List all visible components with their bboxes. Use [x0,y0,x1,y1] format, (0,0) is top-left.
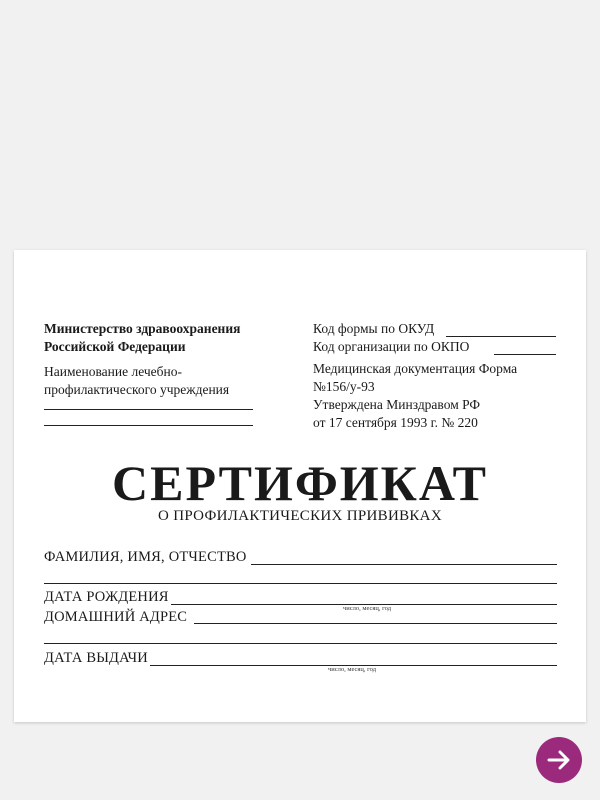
medical-doc-line1: Медицинская документация Форма [313,361,518,376]
next-image-button[interactable] [536,737,582,783]
full-name-blank[interactable] [251,564,557,565]
okpo-code-label: Код организации по ОКПО [313,339,470,354]
institution-name-blank-2[interactable] [44,425,253,426]
okud-code-blank[interactable] [446,336,556,337]
arrow-right-icon [545,746,573,774]
certificate-form [14,250,586,722]
institution-name-blank-1[interactable] [44,409,253,410]
issue-date-hint: число, месяц, год [328,666,377,673]
document-title: СЕРТИФИКАТ [111,455,488,511]
okpo-code-blank[interactable] [494,354,556,355]
full-name-label: ФАМИЛИЯ, ИМЯ, ОТЧЕСТВО [44,549,247,565]
home-address-label: ДОМАШНИЙ АДРЕС [44,609,188,625]
home-address-blank[interactable] [194,623,557,624]
birth-date-hint: число, месяц, год [343,605,392,612]
full-name-blank-2[interactable] [44,583,557,584]
document-subtitle: О ПРОФИЛАКТИЧЕСКИХ ПРИВИВКАХ [158,508,442,524]
okud-code-label: Код формы по ОКУД [313,321,435,336]
approval-line1: Утверждена Минздравом РФ [313,397,481,412]
approval-line2: от 17 сентября 1993 г. № 220 [313,415,478,430]
medical-doc-line2: №156/у-93 [313,379,375,394]
ministry-name-line2: Российской Федерации [44,339,186,354]
birth-date-label: ДАТА РОЖДЕНИЯ [44,589,169,605]
issue-date-label: ДАТА ВЫДАЧИ [44,650,148,666]
institution-label-line1: Наименование лечебно- [44,364,182,379]
institution-label-line2: профилактического учреждения [44,382,230,397]
ministry-name-line1: Министерство здравоохранения [44,321,241,336]
home-address-blank-2[interactable] [44,643,557,644]
